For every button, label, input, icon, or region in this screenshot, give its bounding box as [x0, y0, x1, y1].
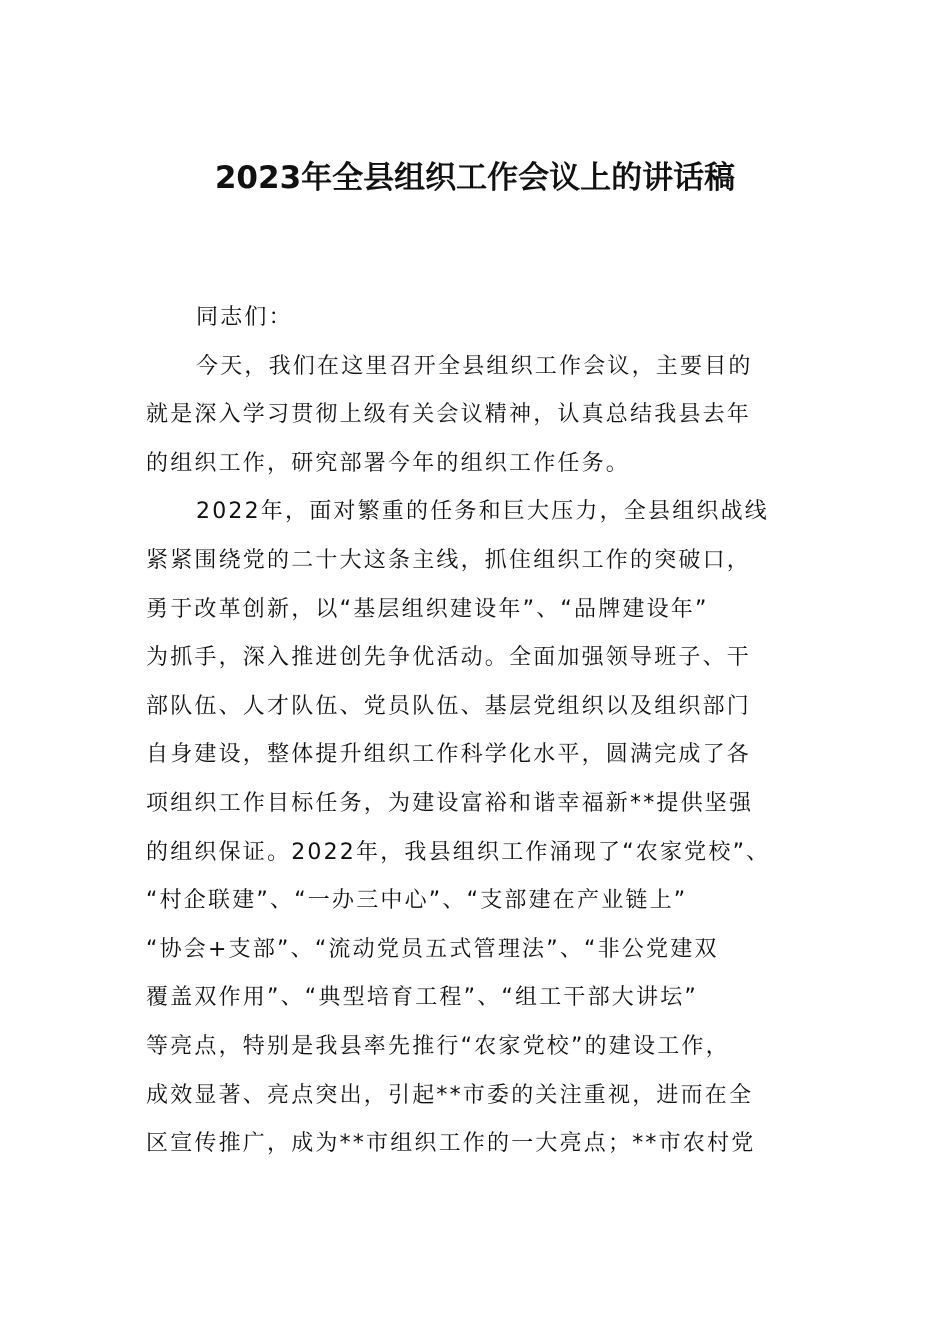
text-line: 等亮点，特别是我县率先推行“农家党校”的建设工作，	[146, 1033, 730, 1059]
text-line: 2022年，面对繁重的任务和巨大压力，全县组织战线	[196, 499, 769, 525]
text-line: 的组织保证。2022年，我县组织工作涌现了“农家党校”、	[146, 839, 771, 865]
text-line: 今天，我们在这里召开全县组织工作会议，主要目的	[196, 353, 753, 379]
text-line: 勇于改革创新，以“基层组织建设年”、“品牌建设年”	[146, 596, 709, 622]
text-line: 为抓手，深入推进创先争优活动。全面加强领导班子、干	[146, 645, 752, 671]
text-line: 区宣传推广，成为**市组织工作的一大亮点；**市农村党	[146, 1131, 756, 1157]
text-line: 成效显著、亮点突出，引起**市委的关注重视，进而在全	[146, 1082, 754, 1108]
text-line: “协会+支部”、“流动党员五式管理法”、“非公党建双	[146, 936, 719, 962]
text-line: “村企联建”、“一办三中心”、“支部建在产业链上”	[146, 888, 688, 914]
text-line: 部队伍、人才队伍、党员队伍、基层党组织以及组织部门	[146, 693, 752, 719]
text-line: 就是深入学习贯彻上级有关会议精神，认真总结我县去年	[146, 402, 752, 428]
text-line: 项组织工作目标任务，为建设富裕和谐幸福新**提供坚强	[146, 790, 754, 816]
text-line: 紧紧围绕党的二十大这条主线，抓住组织工作的突破口，	[146, 547, 752, 573]
text-line: 的组织工作，研究部署今年的组织工作任务。	[146, 450, 631, 476]
paragraph-intro	[146, 343, 806, 489]
paragraph-2022-summary	[146, 488, 806, 1168]
paragraph-salutation	[146, 294, 806, 343]
text-line: 自身建设，整体提升组织工作科学化水平，圆满完成了各	[146, 742, 752, 768]
document-body	[146, 294, 806, 1169]
text-line: 覆盖双作用”、“典型培育工程”、“组工干部大讲坛”	[146, 985, 698, 1011]
document-title: 2023年全县组织工作会议上的讲话稿	[214, 160, 736, 196]
text-line: 同志们：	[196, 305, 293, 330]
